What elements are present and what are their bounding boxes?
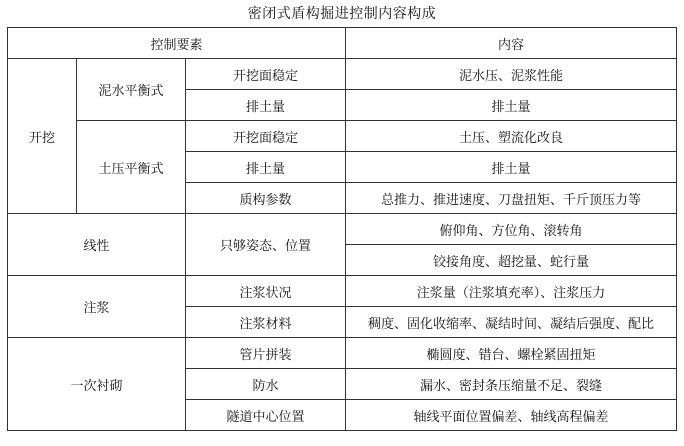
item-cell: 只够姿态、位置	[186, 214, 346, 276]
content-cell: 排土量	[346, 90, 677, 121]
header-content: 内容	[346, 28, 677, 59]
subgroup-earth-pressure-balance: 土压平衡式	[77, 121, 186, 214]
table-row	[8, 214, 677, 245]
group-excavation: 开挖	[8, 59, 77, 214]
table-row	[8, 276, 677, 307]
page-title: 密闭式盾构掘进控制内容构成	[247, 6, 437, 22]
control-content-table	[7, 27, 677, 431]
content-cell: 土压、塑流化改良	[346, 121, 677, 152]
item-cell: 隧道中心位置	[186, 400, 346, 431]
item-cell: 质构参数	[186, 183, 346, 214]
table-header-row	[8, 28, 677, 59]
item-cell: 注浆状况	[186, 276, 346, 307]
table-row	[8, 59, 677, 90]
content-cell: 排土量	[346, 152, 677, 183]
item-cell: 开挖面稳定	[186, 121, 346, 152]
item-cell: 开挖面稳定	[186, 59, 346, 90]
subgroup-slurry-balance: 泥水平衡式	[77, 59, 186, 121]
content-cell: 泥水压、泥浆性能	[346, 59, 677, 90]
content-cell: 椭圆度、错台、螺栓紧固扭矩	[346, 338, 677, 369]
table-row	[8, 121, 677, 152]
content-cell: 总推力、推进速度、刀盘扭矩、千斤顶压力等	[346, 183, 677, 214]
item-cell: 管片拼装	[186, 338, 346, 369]
item-cell: 注浆材料	[186, 307, 346, 338]
item-cell: 防水	[186, 369, 346, 400]
content-cell: 铰接角度、超挖量、蛇行量	[346, 245, 677, 276]
content-cell: 漏水、密封条压缩量不足、裂缝	[346, 369, 677, 400]
group-alignment: 线性	[8, 214, 186, 276]
content-cell: 轴线平面位置偏差、轴线高程偏差	[346, 400, 677, 431]
header-control-elements: 控制要素	[8, 28, 346, 59]
content-cell: 俯仰角、方位角、滚转角	[346, 214, 677, 245]
group-grouting: 注浆	[8, 276, 186, 338]
content-cell: 注浆量（注浆填充率）、注浆压力	[346, 276, 677, 307]
item-cell: 排土量	[186, 90, 346, 121]
item-cell: 排土量	[186, 152, 346, 183]
table-row	[8, 338, 677, 369]
group-primary-lining: 一次衬砌	[8, 338, 186, 431]
content-cell: 稠度、固化收缩率、凝结时间、凝结后强度、配比	[346, 307, 677, 338]
